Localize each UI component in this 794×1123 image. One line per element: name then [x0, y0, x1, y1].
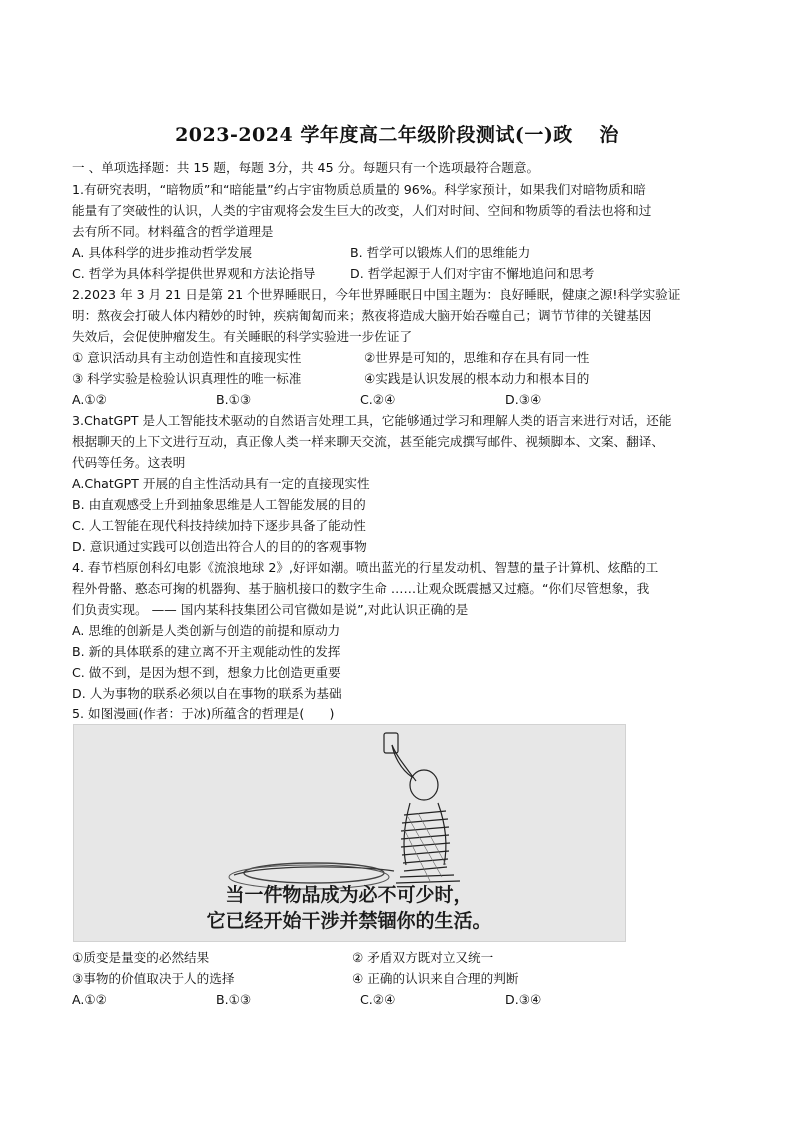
q5-option-c[interactable]: C.②④	[360, 992, 396, 1007]
q5-stem: 5. 如图漫画(作者：于冰)所蕴含的哲理是( )	[72, 706, 335, 721]
q2-stem-line-3: 失效后，会促使肿瘤发生。有关睡眠的科学实验进一步佐证了	[72, 329, 413, 344]
cartoon-caption-line-2: 它已经开始干涉并禁锢你的生活。	[206, 910, 492, 932]
q2-statement-2: ②世界是可知的，思维和存在具有同一性	[364, 350, 590, 365]
q4-stem-line-1: 4. 春节档原创科幻电影《流浪地球 2》,好评如潮。喷出蓝光的行星发动机、智慧的量子计算机、炫酷的工	[72, 560, 659, 575]
cartoon-caption-line-1: 当一件物品成为必不可少时，	[225, 884, 473, 906]
q5-statement-2: ② 矛盾双方既对立又统一	[352, 950, 494, 965]
q1-option-c[interactable]: C. 哲学为具体科学提供世界观和方法论指导	[72, 266, 316, 281]
q1-option-d[interactable]: D. 哲学起源于人们对宇宙不懈地追问和思考	[350, 266, 595, 281]
cartoon-image	[73, 724, 626, 942]
q3-stem-line-2: 根据聊天的上下文进行互动，真正像人类一样来聊天交流，甚至能完成撰写邮件、视频脚本、文案、翻译、	[72, 434, 664, 449]
q1-option-b[interactable]: B. 哲学可以锻炼人们的思维能力	[350, 245, 531, 260]
q4-option-c[interactable]: C. 做不到，是因为想不到，想象力比创造更重要	[72, 665, 341, 680]
q3-option-b[interactable]: B. 由直观感受上升到抽象思维是人工智能发展的目的	[72, 497, 366, 512]
q5-option-d[interactable]: D.③④	[505, 992, 542, 1007]
q4-stem-line-2: 程外骨骼、憨态可掬的机器狗、基于脑机接口的数字生命 ……让观众既震撼又过瘾。“你们尽管想象，我	[72, 581, 650, 596]
q2-option-c[interactable]: C.②④	[360, 392, 396, 407]
q1-stem-line-2: 能量有了突破性的认识，人类的宇宙观将会发生巨大的改变，人们对时间、空间和物质等的看法也将和过	[72, 203, 652, 218]
q3-option-c[interactable]: C. 人工智能在现代科技持续加持下逐步具备了能动性	[72, 518, 366, 533]
q2-stem-line-2: 明：熬夜会打破人体内精妙的时钟，疾病匍匐而来；熬夜将造成大脑开始吞噬自己；调节节律的关键基因	[72, 308, 652, 323]
q1-stem-line-3: 去有所不同。材料蕴含的哲学道理是	[72, 224, 274, 239]
q5-option-b[interactable]: B.①③	[216, 992, 252, 1007]
section-header: 一 、单项选择题：共 15 题，每题 3分，共 45 分。每题只有一个选项最符合题意。	[72, 160, 540, 175]
q2-stem-line-1: 2.2023 年 3 月 21 日是第 21 个世界睡眠日，今年世界睡眠日中国主题为：良好睡眠，健康之源!科学实验证	[72, 287, 681, 302]
q4-stem-line-3: 们负责实现。 —— 国内某科技集团公司官微如是说”,对此认识正确的是	[72, 602, 469, 617]
cartoon-drawing	[74, 725, 625, 941]
q3-stem-line-3: 代码等任务。这表明	[72, 455, 186, 470]
q2-option-a[interactable]: A.①②	[72, 392, 107, 407]
q4-option-d[interactable]: D. 人为事物的联系必须以自在事物的联系为基础	[72, 686, 342, 701]
q5-statement-1: ①质变是量变的必然结果	[72, 950, 210, 965]
q2-option-b[interactable]: B.①③	[216, 392, 252, 407]
q5-statement-3: ③事物的价值取决于人的选择	[72, 971, 235, 986]
q4-option-b[interactable]: B. 新的具体联系的建立离不开主观能动性的发挥	[72, 644, 341, 659]
exam-title: 2023-2024 学年度高二年级阶段测试(一)政 治	[175, 124, 619, 146]
q4-option-a[interactable]: A. 思维的创新是人类创新与创造的前提和原动力	[72, 623, 341, 638]
q5-option-a[interactable]: A.①②	[72, 992, 107, 1007]
q2-statement-3: ③ 科学实验是检验认识真理性的唯一标准	[72, 371, 302, 386]
q3-stem-line-1: 3.ChatGPT 是人工智能技术驱动的自然语言处理工具，它能够通过学习和理解人类的语言来进行对话，还能	[72, 413, 672, 428]
q2-statement-1: ① 意识活动具有主动创造性和直接现实性	[72, 350, 302, 365]
q2-option-d[interactable]: D.③④	[505, 392, 542, 407]
q2-statement-4: ④实践是认识发展的根本动力和根本目的	[364, 371, 590, 386]
q3-option-a[interactable]: A.ChatGPT 开展的自主性活动具有一定的直接现实性	[72, 476, 370, 491]
q1-option-a[interactable]: A. 具体科学的进步推动哲学发展	[72, 245, 253, 260]
q1-stem-line-1: 1.有研究表明，“暗物质”和“暗能量”约占宇宙物质总质量的 96%。科学家预计，如果我们对暗物质和暗	[72, 182, 646, 197]
q3-option-d[interactable]: D. 意识通过实践可以创造出符合人的目的的客观事物	[72, 539, 367, 554]
q5-statement-4: ④ 正确的认识来自合理的判断	[352, 971, 519, 986]
